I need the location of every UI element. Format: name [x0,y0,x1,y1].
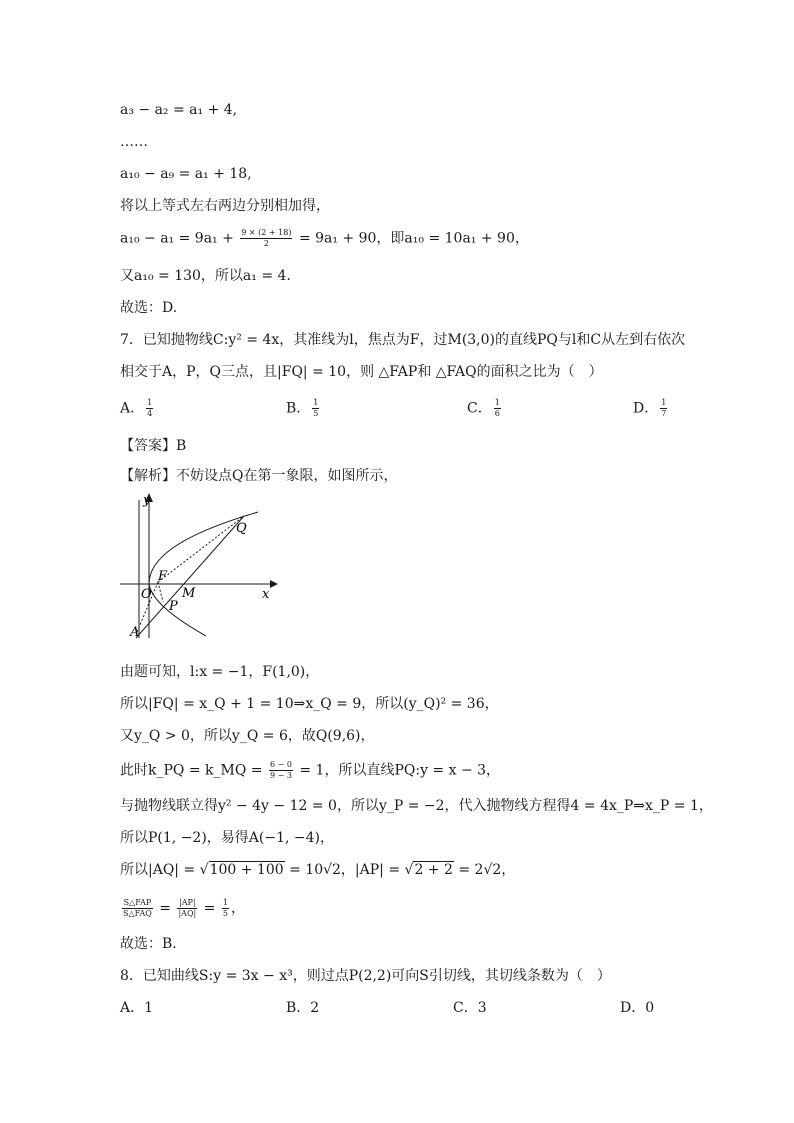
choose-b: 故选：B. [120,936,177,952]
q8-option-d: D．0 [620,1000,655,1016]
q8-option-c: C．3 [453,1000,487,1016]
line-add-text: 将以上等式左右两边分别相加得， [120,198,330,214]
step-lengths: 所以|AQ| = √100 + 100 = 10√2，|AP| = √2 + 2 = 2√2， [120,862,516,878]
q7-option-d: D． $\frac{1}{7}$ [633,398,667,418]
line-sum-step-last: a₁₀ − a₉ = a₁ + 18, [120,166,252,182]
q7-option-c: C． $\frac{1}{6}$ [467,398,500,418]
fraction: $\frac{9 \times (2 + 18)}{2}$ [241,228,292,248]
line-a1-value: 又a₁₀ = 130，所以a₁ = 4. [120,268,291,284]
line-pq [136,516,244,638]
x-label: x [262,587,270,602]
m-label: M [182,586,196,601]
origin-label: O [141,587,152,602]
q7-option-b: B． $\frac{1}{5}$ [286,398,319,418]
step-slope: 此时k_PQ = k_MQ = $\frac{6 - 0}{9 - 3}$ = 1，所以直线PQ:y = x − 3， [120,760,501,780]
focus-label: F [158,569,168,584]
answer-label: 【答案】B [120,438,187,454]
q8-option-a: A．1 [120,1000,154,1016]
analysis-intro: 【解析】不妨设点Q在第一象限，如图所示， [120,468,398,484]
a-label: A [130,625,140,640]
q-label: Q [236,521,247,536]
question-8: 8．已知曲线S:y = 3x − x³，则过点P(2,2)可向S引切线，其切线条数为（ ） [120,968,611,984]
question-7-line-1: 7．已知抛物线C:y² = 4x，其准线为l，焦点为F，过M(3,0)的直线PQ与l和C从左到右依次 [120,332,686,348]
step-intersection: 与抛物线联立得y² − 4y − 12 = 0，所以y_P = −2，代入抛物线方程得4 = 4x_P⇒x_P = 1， [120,798,713,814]
x-axis-arrow [270,580,278,588]
p-label: P [169,599,178,614]
parabola-figure [118,490,278,640]
line-ellipsis: …… [120,134,148,150]
step-area-ratio: $\frac{\text{S△FAP}}{\text{S△FAQ}}$ = $\frac{|AP|}{|AQ|}$ = $\frac{1}{5}$ ， [123,898,245,918]
line-sum-result: a₁₀ − a₁ = 9a₁ + $\frac{9 \times (2 + 18)}{2}$ = 9a₁ + 90，即a₁₀ = 10a₁ + 90， [120,228,529,248]
step-p-a-points: 所以P(1, −2)，易得A(−1, −4)， [120,830,334,846]
step-q-point: 又y_Q > 0，所以y_Q = 6，故Q(9,6)， [120,728,375,744]
line-choose-d: 故选：D. [120,300,178,316]
line-sum-step-1: a₃ − a₂ = a₁ + 4, [120,102,238,118]
y-label: y [143,493,151,508]
step-fq: 所以|FQ| = x_Q + 1 = 10⇒x_Q = 9，所以(y_Q)² = 36， [120,696,499,712]
q7-option-a: A． $\frac{1}{4}$ [120,398,153,418]
q8-option-b: B．2 [286,1000,320,1016]
step-directrix-focus: 由题可知，l:x = −1，F(1,0)， [120,664,320,680]
segment-fp [158,582,163,602]
question-7-line-2: 相交于A，P，Q三点，且|FQ| = 10，则 △FAP和 △FAQ的面积之比为（ ） [120,364,603,380]
